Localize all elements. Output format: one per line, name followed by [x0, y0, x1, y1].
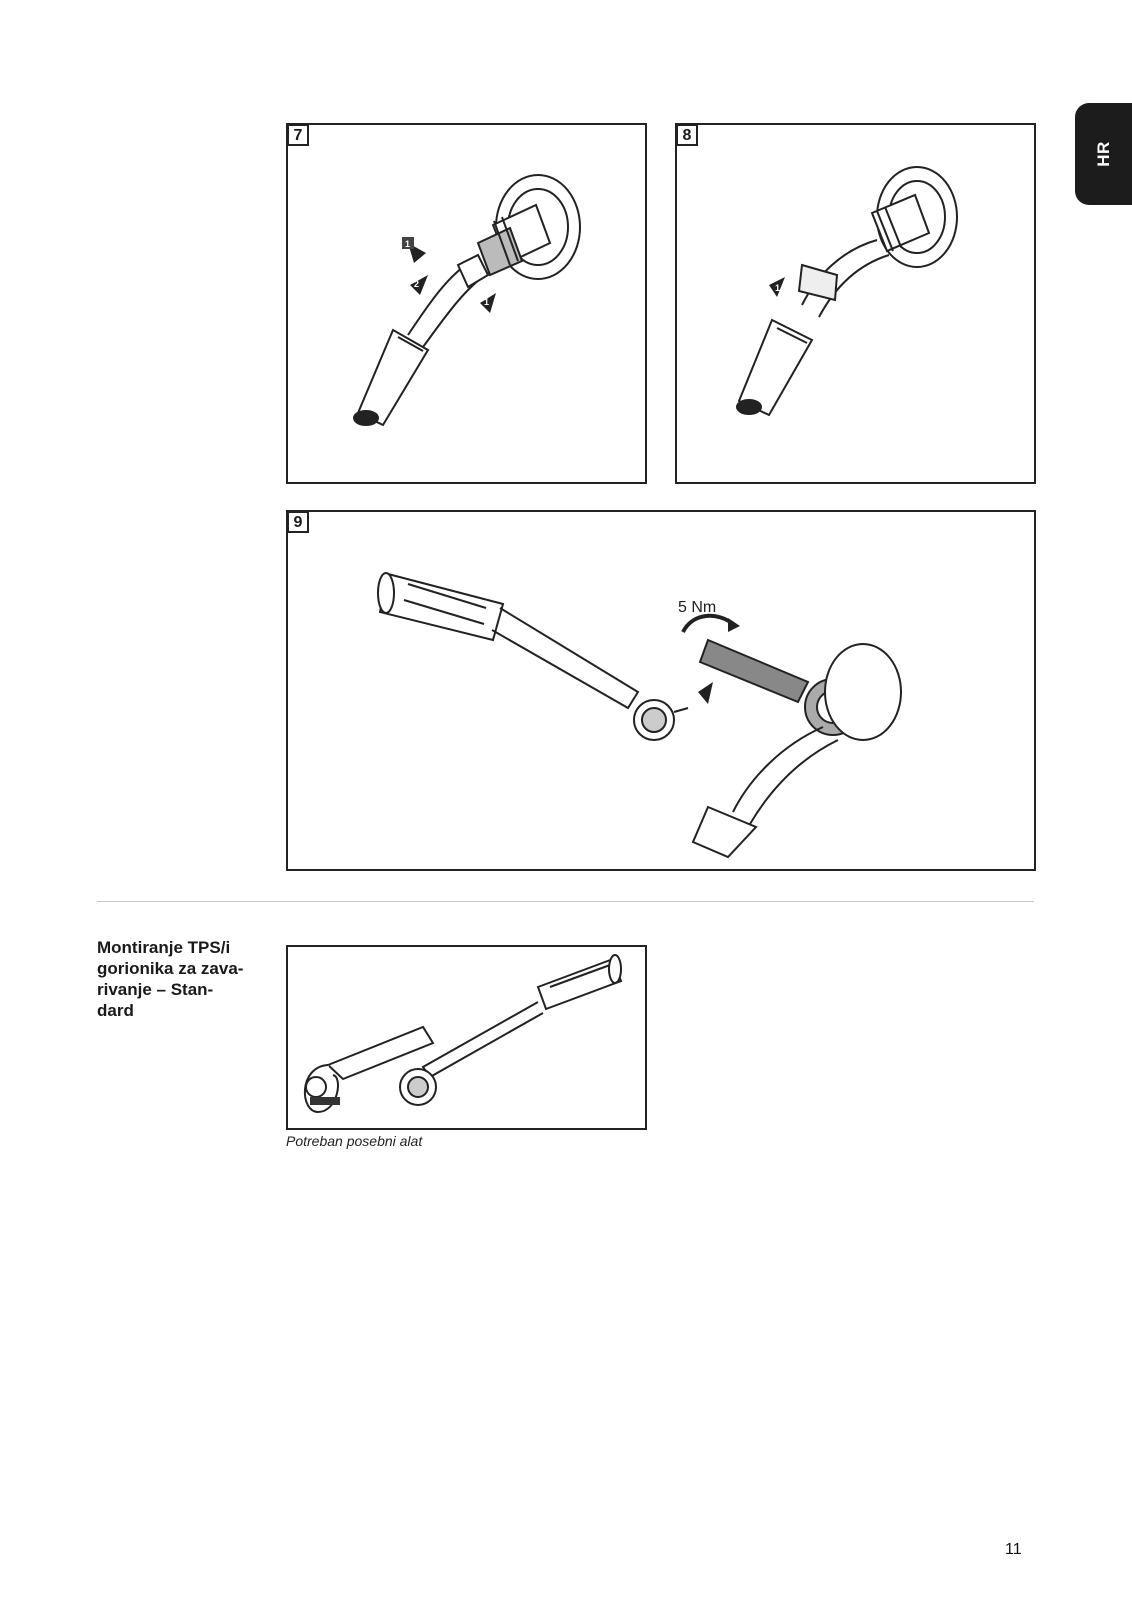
figure-number: 9 — [287, 511, 309, 533]
heading-line: gorionika za zava- — [97, 959, 244, 978]
heading-line: dard — [97, 1001, 134, 1020]
heading-line: rivanje – Stan- — [97, 980, 214, 999]
heading-line: Montiranje TPS/i — [97, 938, 231, 957]
svg-text:1: 1 — [775, 283, 781, 293]
torque-wrench-illustration — [288, 512, 1036, 871]
figure-number: 8 — [676, 124, 698, 146]
page-number: 11 — [1005, 1541, 1022, 1558]
section-heading — [97, 937, 267, 1021]
svg-text:1: 1 — [484, 297, 490, 307]
torch-collar-illustration — [677, 125, 1036, 484]
figure-9 — [286, 510, 1036, 871]
figure-caption: Potreban posebni alat — [286, 1133, 423, 1149]
figure-8 — [675, 123, 1036, 484]
section-divider — [97, 901, 1034, 902]
svg-text:1: 1 — [405, 239, 411, 249]
torch-disassembly-illustration — [288, 125, 647, 484]
figure-7 — [286, 123, 647, 484]
torque-label: 5 Nm — [678, 599, 717, 616]
svg-text:2: 2 — [414, 279, 420, 289]
figure-number: 7 — [287, 124, 309, 146]
language-tab — [1075, 103, 1132, 205]
special-tools-illustration — [288, 947, 647, 1130]
special-tool-figure — [286, 945, 647, 1130]
language-tab-label: HR — [1093, 141, 1113, 167]
